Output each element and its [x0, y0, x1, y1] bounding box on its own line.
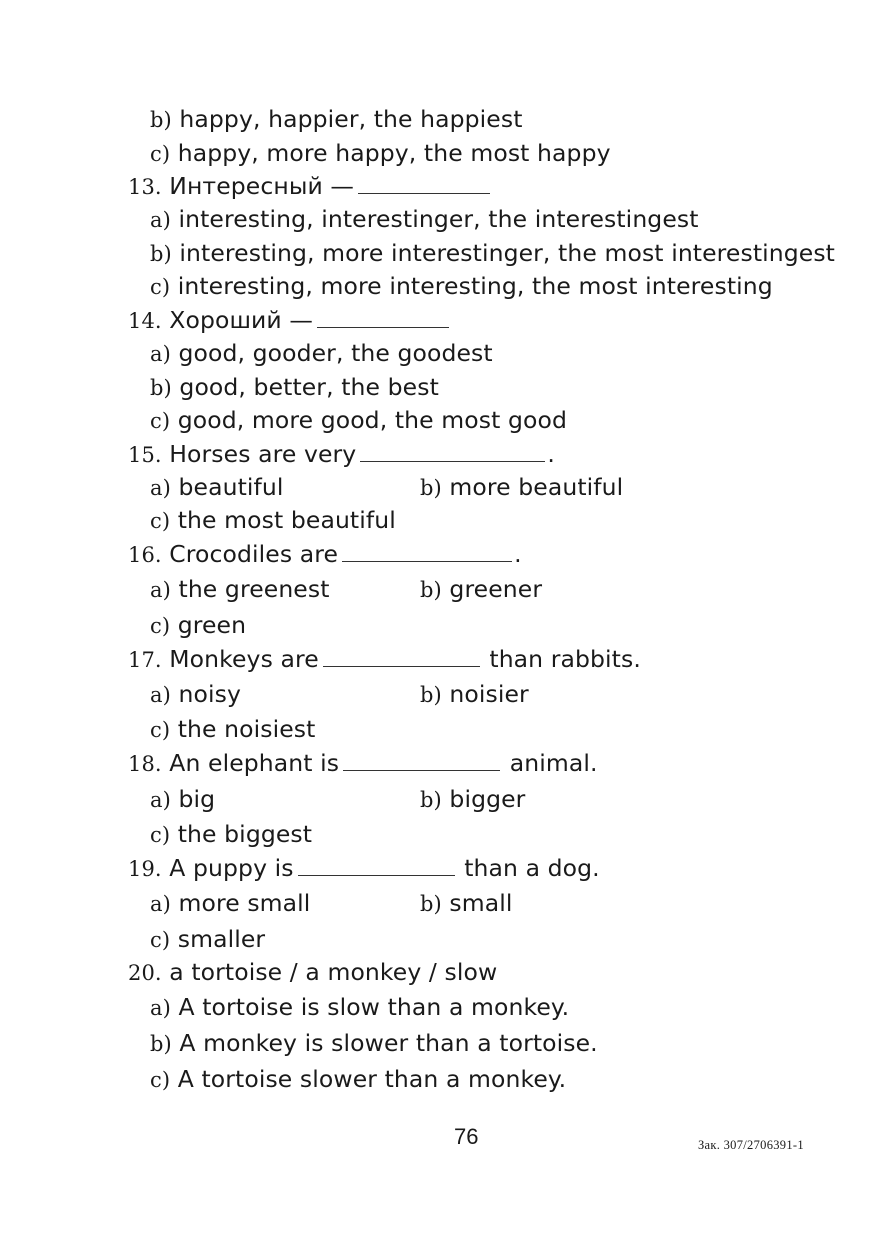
question-number: 20.: [128, 961, 162, 985]
option-text: noisy: [178, 680, 241, 708]
option-letter: a): [150, 683, 171, 707]
option-text: good, gooder, the goodest: [178, 339, 493, 367]
option-line: [150, 204, 699, 235]
answer-blank: [323, 644, 480, 667]
option-text: interesting, more interestinger, the most interestingest: [179, 239, 836, 267]
question-text: Horses are very: [169, 440, 357, 468]
option-line: [150, 505, 396, 536]
question-line: [128, 439, 555, 470]
answer-blank: [342, 539, 512, 562]
option-letter: a): [150, 208, 171, 232]
option-text: happy, more happy, the most happy: [177, 139, 611, 167]
option-text: good, more good, the most good: [177, 406, 567, 434]
option-line: [150, 888, 310, 919]
question-text: Интересный —: [169, 172, 355, 200]
option-line: [150, 338, 493, 369]
question-text: A puppy is: [169, 854, 294, 882]
answer-blank: [360, 439, 545, 462]
option-text: small: [449, 889, 513, 917]
option-line: [150, 405, 567, 436]
question-line: [128, 957, 497, 988]
option-text: more small: [178, 889, 311, 917]
option-line: [150, 924, 265, 955]
option-letter: c): [150, 509, 171, 533]
option-text: more beautiful: [449, 473, 624, 501]
question-number: 18.: [128, 752, 162, 776]
option-line: [420, 784, 525, 815]
option-line: [150, 992, 569, 1023]
answer-blank: [358, 171, 490, 194]
option-letter: c): [150, 142, 171, 166]
option-line: [420, 888, 513, 919]
option-text: big: [178, 785, 216, 813]
option-text: the biggest: [177, 820, 313, 848]
option-text: interesting, more interesting, the most interesting: [177, 272, 773, 300]
option-letter: a): [150, 788, 171, 812]
option-line: [150, 1064, 566, 1095]
option-letter: a): [150, 996, 171, 1020]
question-text-end: animal.: [509, 749, 598, 777]
answer-blank: [317, 305, 449, 328]
option-text: bigger: [449, 785, 526, 813]
option-line: [150, 679, 241, 710]
question-number: 16.: [128, 543, 162, 567]
option-text: good, better, the best: [179, 373, 439, 401]
option-line: [150, 1028, 598, 1059]
option-line: [150, 784, 215, 815]
option-text: noisier: [449, 680, 529, 708]
option-line: [150, 610, 246, 641]
question-line: [128, 644, 641, 675]
option-text: interesting, interestinger, the interestingest: [178, 205, 699, 233]
option-letter: c): [150, 409, 171, 433]
option-line: [150, 574, 330, 605]
question-number: 19.: [128, 857, 162, 881]
option-letter: c): [150, 928, 171, 952]
option-letter: a): [150, 578, 171, 602]
option-line: [150, 372, 439, 403]
option-text: smaller: [177, 925, 266, 953]
question-line: [128, 853, 600, 884]
question-text: Crocodiles are: [169, 540, 339, 568]
option-text: greener: [449, 575, 543, 603]
option-line: [420, 472, 623, 503]
option-letter: b): [150, 1032, 172, 1056]
option-letter: c): [150, 614, 171, 638]
option-letter: b): [150, 242, 172, 266]
print-order-code: Зак. 307/2706391-1: [698, 1138, 804, 1152]
option-letter: c): [150, 1068, 171, 1092]
question-number: 13.: [128, 175, 162, 199]
option-line: [150, 819, 312, 850]
question-number: 14.: [128, 309, 162, 333]
option-letter: c): [150, 823, 171, 847]
option-text: A tortoise slower than a monkey.: [177, 1065, 567, 1093]
option-text: A tortoise is slow than a monkey.: [178, 993, 570, 1021]
answer-blank: [298, 853, 455, 876]
option-line: [150, 104, 523, 135]
option-line: [150, 714, 315, 745]
option-text: the greenest: [178, 575, 330, 603]
question-text: Monkeys are: [169, 645, 319, 673]
question-text: Хороший —: [169, 306, 313, 334]
option-letter: b): [420, 578, 442, 602]
option-letter: a): [150, 342, 171, 366]
question-line: [128, 171, 492, 202]
option-line: [150, 271, 773, 302]
option-letter: b): [420, 788, 442, 812]
question-number: 15.: [128, 443, 162, 467]
option-line: [150, 472, 284, 503]
option-text: the most beautiful: [177, 506, 396, 534]
question-text: An elephant is: [169, 749, 340, 777]
question-text-end: than a dog.: [464, 854, 600, 882]
option-letter: b): [420, 476, 442, 500]
option-letter: b): [420, 683, 442, 707]
option-line: [150, 238, 835, 269]
option-letter: a): [150, 476, 171, 500]
option-line: [420, 679, 529, 710]
option-text: green: [177, 611, 247, 639]
page-number: 76: [454, 1124, 479, 1149]
option-line: [420, 574, 542, 605]
question-text-end: .: [514, 540, 522, 568]
question-number: 17.: [128, 648, 162, 672]
option-letter: a): [150, 892, 171, 916]
option-letter: c): [150, 275, 171, 299]
question-text-end: than rabbits.: [489, 645, 641, 673]
question-text: a tortoise / a monkey / slow: [169, 958, 498, 986]
answer-blank: [343, 748, 500, 771]
option-letter: b): [150, 108, 172, 132]
option-letter: b): [150, 376, 172, 400]
question-line: [128, 748, 598, 779]
option-letter: b): [420, 892, 442, 916]
option-text: A monkey is slower than a tortoise.: [179, 1029, 598, 1057]
question-line: [128, 305, 451, 336]
option-text: beautiful: [178, 473, 284, 501]
option-text: the noisiest: [177, 715, 316, 743]
question-line: [128, 539, 522, 570]
option-text: happy, happier, the happiest: [179, 105, 523, 133]
question-text-end: .: [547, 440, 555, 468]
option-line: [150, 138, 611, 169]
option-letter: c): [150, 718, 171, 742]
